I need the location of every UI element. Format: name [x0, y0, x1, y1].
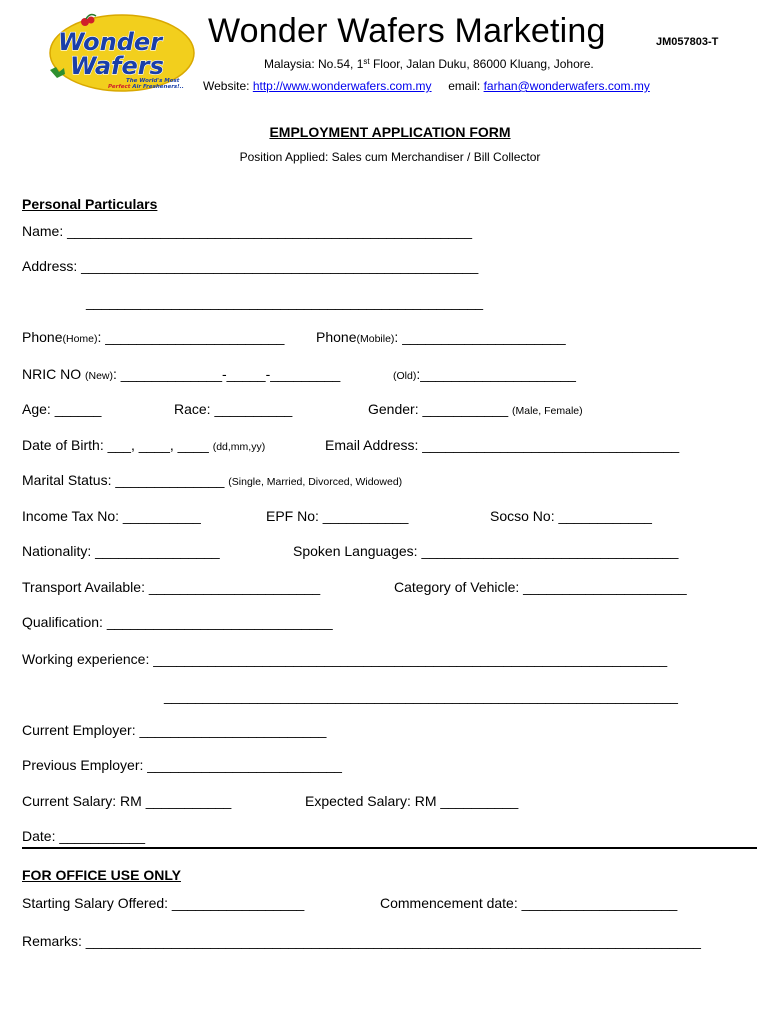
website-link[interactable]: http://www.wonderwafers.com.my: [252, 79, 432, 93]
email-link[interactable]: farhan@wonderwafers.com.my: [483, 79, 650, 93]
starting-salary-field[interactable]: Starting Salary Offered: _________________: [22, 895, 305, 911]
personal-particulars-heading: Personal Particulars: [22, 196, 158, 212]
socso-field[interactable]: Socso No: ____________: [490, 508, 652, 524]
logo-tagline-1: The World's Most: [126, 78, 180, 84]
gender-field[interactable]: Gender: ___________ (Male, Female): [368, 401, 583, 417]
spoken-languages-field[interactable]: Spoken Languages: _________________________________: [293, 543, 679, 559]
epf-field[interactable]: EPF No: ___________: [266, 508, 409, 524]
office-use-heading: FOR OFFICE USE ONLY: [22, 867, 181, 883]
marital-status-field[interactable]: Marital Status: ______________ (Single, Married, Divorced, Widowed): [22, 472, 403, 488]
nationality-field[interactable]: Nationality: ________________: [22, 543, 220, 559]
age-field[interactable]: Age: ______: [22, 401, 102, 417]
income-tax-field[interactable]: Income Tax No: __________: [22, 508, 201, 524]
website-label: Website:: [203, 79, 253, 93]
phone-home-field[interactable]: Phone(Home): _______________________: [22, 329, 285, 345]
remarks-field[interactable]: Remarks: _______________________________________________________________________________: [22, 933, 701, 949]
working-experience-field-line1[interactable]: Working experience: __________________________________________________________________: [22, 651, 668, 667]
email-address-field[interactable]: Email Address: _________________________________: [325, 437, 680, 453]
form-title: EMPLOYMENT APPLICATION FORM: [269, 124, 511, 140]
section-divider: [22, 847, 757, 849]
company-name: Wonder Wafers Marketing: [208, 12, 606, 50]
company-address: Malaysia: No.54, 1st Floor, Jalan Duku, 86000 Kluang, Johore.: [264, 57, 594, 71]
phone-mobile-field[interactable]: Phone(Mobile): _____________________: [316, 329, 566, 345]
qualification-field[interactable]: Qualification: _____________________________: [22, 614, 333, 630]
current-employer-field[interactable]: Current Employer: ________________________: [22, 722, 327, 738]
logo-word-wafers: Wafers: [70, 52, 164, 80]
expected-salary-field[interactable]: Expected Salary: RM __________: [305, 793, 519, 809]
date-of-birth-field[interactable]: Date of Birth: ___, ____, ____ (dd,mm,yy): [22, 437, 266, 453]
current-salary-field[interactable]: Current Salary: RM ___________: [22, 793, 232, 809]
commencement-date-field[interactable]: Commencement date: ____________________: [380, 895, 678, 911]
nric-old-field[interactable]: (Old):____________________: [393, 366, 576, 382]
address-field-line1[interactable]: Address: ___________________________________________________: [22, 258, 479, 274]
logo-word-wonder: Wonder: [58, 28, 163, 56]
nric-new-field[interactable]: NRIC NO (New): _____________-_____-_________: [22, 366, 341, 382]
date-field[interactable]: Date: ___________: [22, 828, 145, 844]
contact-line: [203, 79, 650, 93]
address-field-line2[interactable]: ___________________________________________________: [86, 294, 484, 310]
transport-available-field[interactable]: Transport Available: ______________________: [22, 579, 321, 595]
email-label: email:: [448, 79, 484, 93]
vehicle-category-field[interactable]: Category of Vehicle: _____________________: [394, 579, 687, 595]
position-applied: Position Applied: Sales cum Merchandiser / Bill Collector: [239, 150, 541, 164]
name-field[interactable]: Name: ____________________________________________________: [22, 223, 473, 239]
previous-employer-field[interactable]: Previous Employer: _________________________: [22, 757, 342, 773]
race-field[interactable]: Race: __________: [174, 401, 293, 417]
registration-number: JM057803-T: [656, 36, 719, 48]
working-experience-field-line2[interactable]: __________________________________________________________________: [164, 688, 678, 704]
logo-tagline-2: Perfect Air Fresheners!..: [108, 84, 184, 90]
wonder-wafers-logo: [46, 12, 196, 92]
